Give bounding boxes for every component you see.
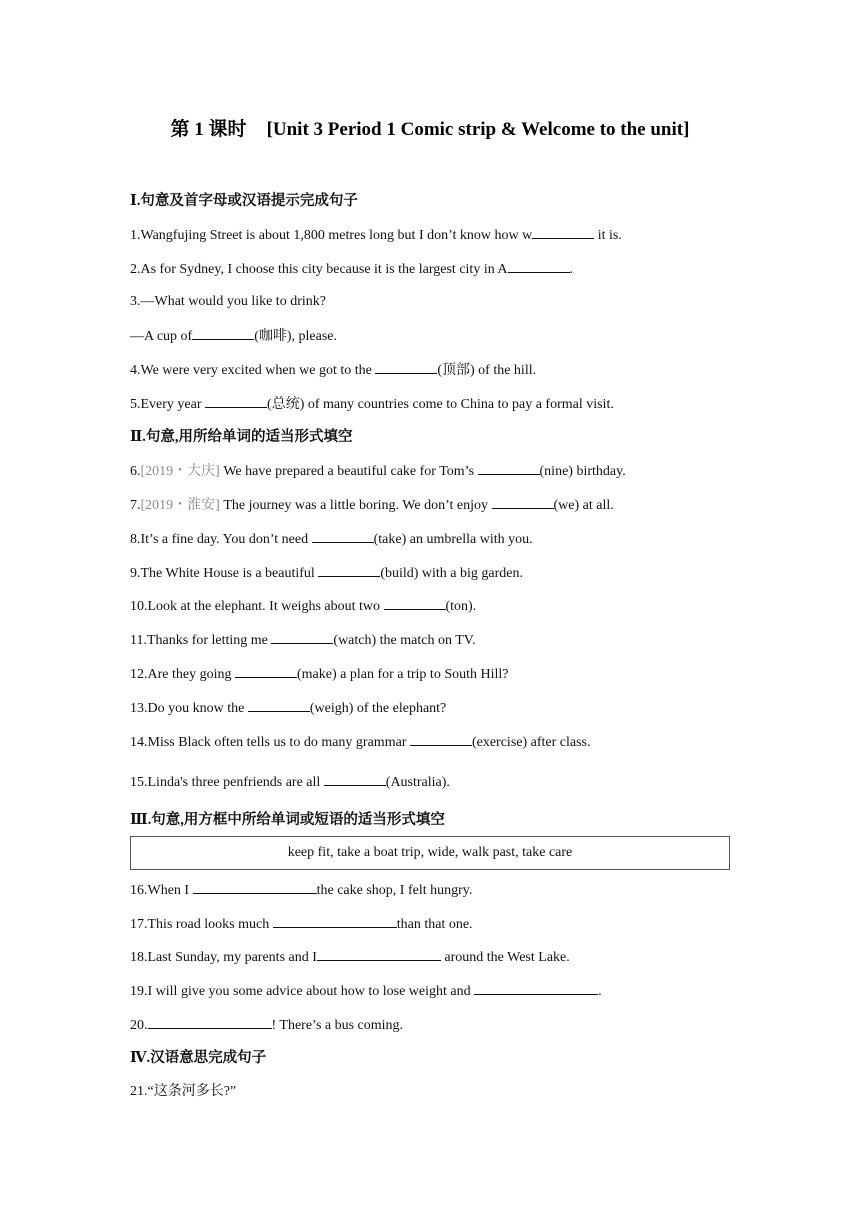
section-1-heading: Ⅰ.句意及首字母或汉语提示完成句子	[130, 193, 358, 209]
question-19: 19.I will give you some advice about how to lose weight and .	[130, 984, 602, 999]
question-14: 14.Miss Black often tells us to do many grammar (exercise) after class.	[130, 735, 591, 750]
answer-blank[interactable]	[205, 395, 267, 408]
question-8: 8.It’s a fine day. You don’t need (take) an umbrella with you.	[130, 532, 533, 547]
answer-blank[interactable]	[271, 631, 333, 644]
question-3: 3.—What would you like to drink?	[130, 294, 326, 309]
answer-blank[interactable]	[192, 327, 254, 340]
source-tag: [2019・大庆]	[140, 464, 220, 479]
question-5: 5.Every year (总统) of many countries come to China to pay a formal visit.	[130, 397, 614, 412]
question-21: 21.“这条河多长?”	[130, 1084, 237, 1099]
section-4-heading: Ⅳ.汉语意思完成句子	[130, 1050, 267, 1066]
answer-blank[interactable]	[508, 260, 570, 273]
section-2-heading: Ⅱ.句意,用所给单词的适当形式填空	[130, 429, 353, 445]
question-12: 12.Are they going (make) a plan for a trip to South Hill?	[130, 667, 509, 682]
question-6: 6.[2019・大庆] We have prepared a beautiful cake for Tom’s (nine) birthday.	[130, 464, 626, 479]
answer-blank[interactable]	[492, 496, 554, 509]
source-tag: [2019・淮安]	[140, 498, 220, 513]
answer-blank[interactable]	[317, 948, 441, 961]
word-box	[130, 836, 730, 870]
answer-blank[interactable]	[148, 1016, 272, 1029]
question-17: 17.This road looks much than that one.	[130, 917, 473, 932]
answer-blank[interactable]	[474, 982, 598, 995]
answer-blank[interactable]	[312, 530, 374, 543]
answer-blank[interactable]	[248, 699, 310, 712]
answer-blank[interactable]	[375, 361, 437, 374]
answer-blank[interactable]	[410, 733, 472, 746]
question-13: 13.Do you know the (weigh) of the elephant?	[130, 701, 447, 716]
answer-blank[interactable]	[235, 665, 297, 678]
question-11: 11.Thanks for letting me (watch) the match on TV.	[130, 633, 476, 648]
answer-blank[interactable]	[193, 881, 317, 894]
question-4: 4.We were very excited when we got to the (顶部) of the hill.	[130, 363, 537, 378]
answer-blank[interactable]	[324, 773, 386, 786]
question-10: 10.Look at the elephant. It weighs about two (ton).	[130, 599, 477, 614]
section-3-heading: Ⅲ.句意,用方框中所给单词或短语的适当形式填空	[130, 812, 445, 828]
answer-blank[interactable]	[318, 564, 380, 577]
question-7: 7.[2019・淮安] The journey was a little boring. We don’t enjoy (we) at all.	[130, 498, 614, 513]
unit-title: [Unit 3 Period 1 Comic strip & Welcome to the unit]	[266, 119, 690, 140]
answer-blank[interactable]	[532, 226, 594, 239]
question-3-reply: —A cup of (咖啡), please.	[130, 329, 338, 344]
word-box-text: keep fit, take a boat trip, wide, walk past, take care	[287, 845, 573, 860]
question-15: 15.Linda's three penfriends are all (Australia).	[130, 775, 450, 790]
answer-blank[interactable]	[384, 597, 446, 610]
page-title	[0, 114, 860, 141]
lesson-label: 第 1 课时	[170, 119, 247, 140]
question-1: 1.Wangfujing Street is about 1,800 metres long but I don’t know how w it is.	[130, 228, 622, 243]
question-18: 18.Last Sunday, my parents and I around the West Lake.	[130, 950, 570, 965]
question-20: 20. ! There’s a bus coming.	[130, 1018, 404, 1033]
question-2: 2.As for Sydney, I choose this city because it is the largest city in A .	[130, 262, 574, 277]
answer-blank[interactable]	[478, 462, 540, 475]
question-16: 16.When I the cake shop, I felt hungry.	[130, 883, 473, 898]
question-9: 9.The White House is a beautiful (build) with a big garden.	[130, 566, 523, 581]
answer-blank[interactable]	[273, 915, 397, 928]
